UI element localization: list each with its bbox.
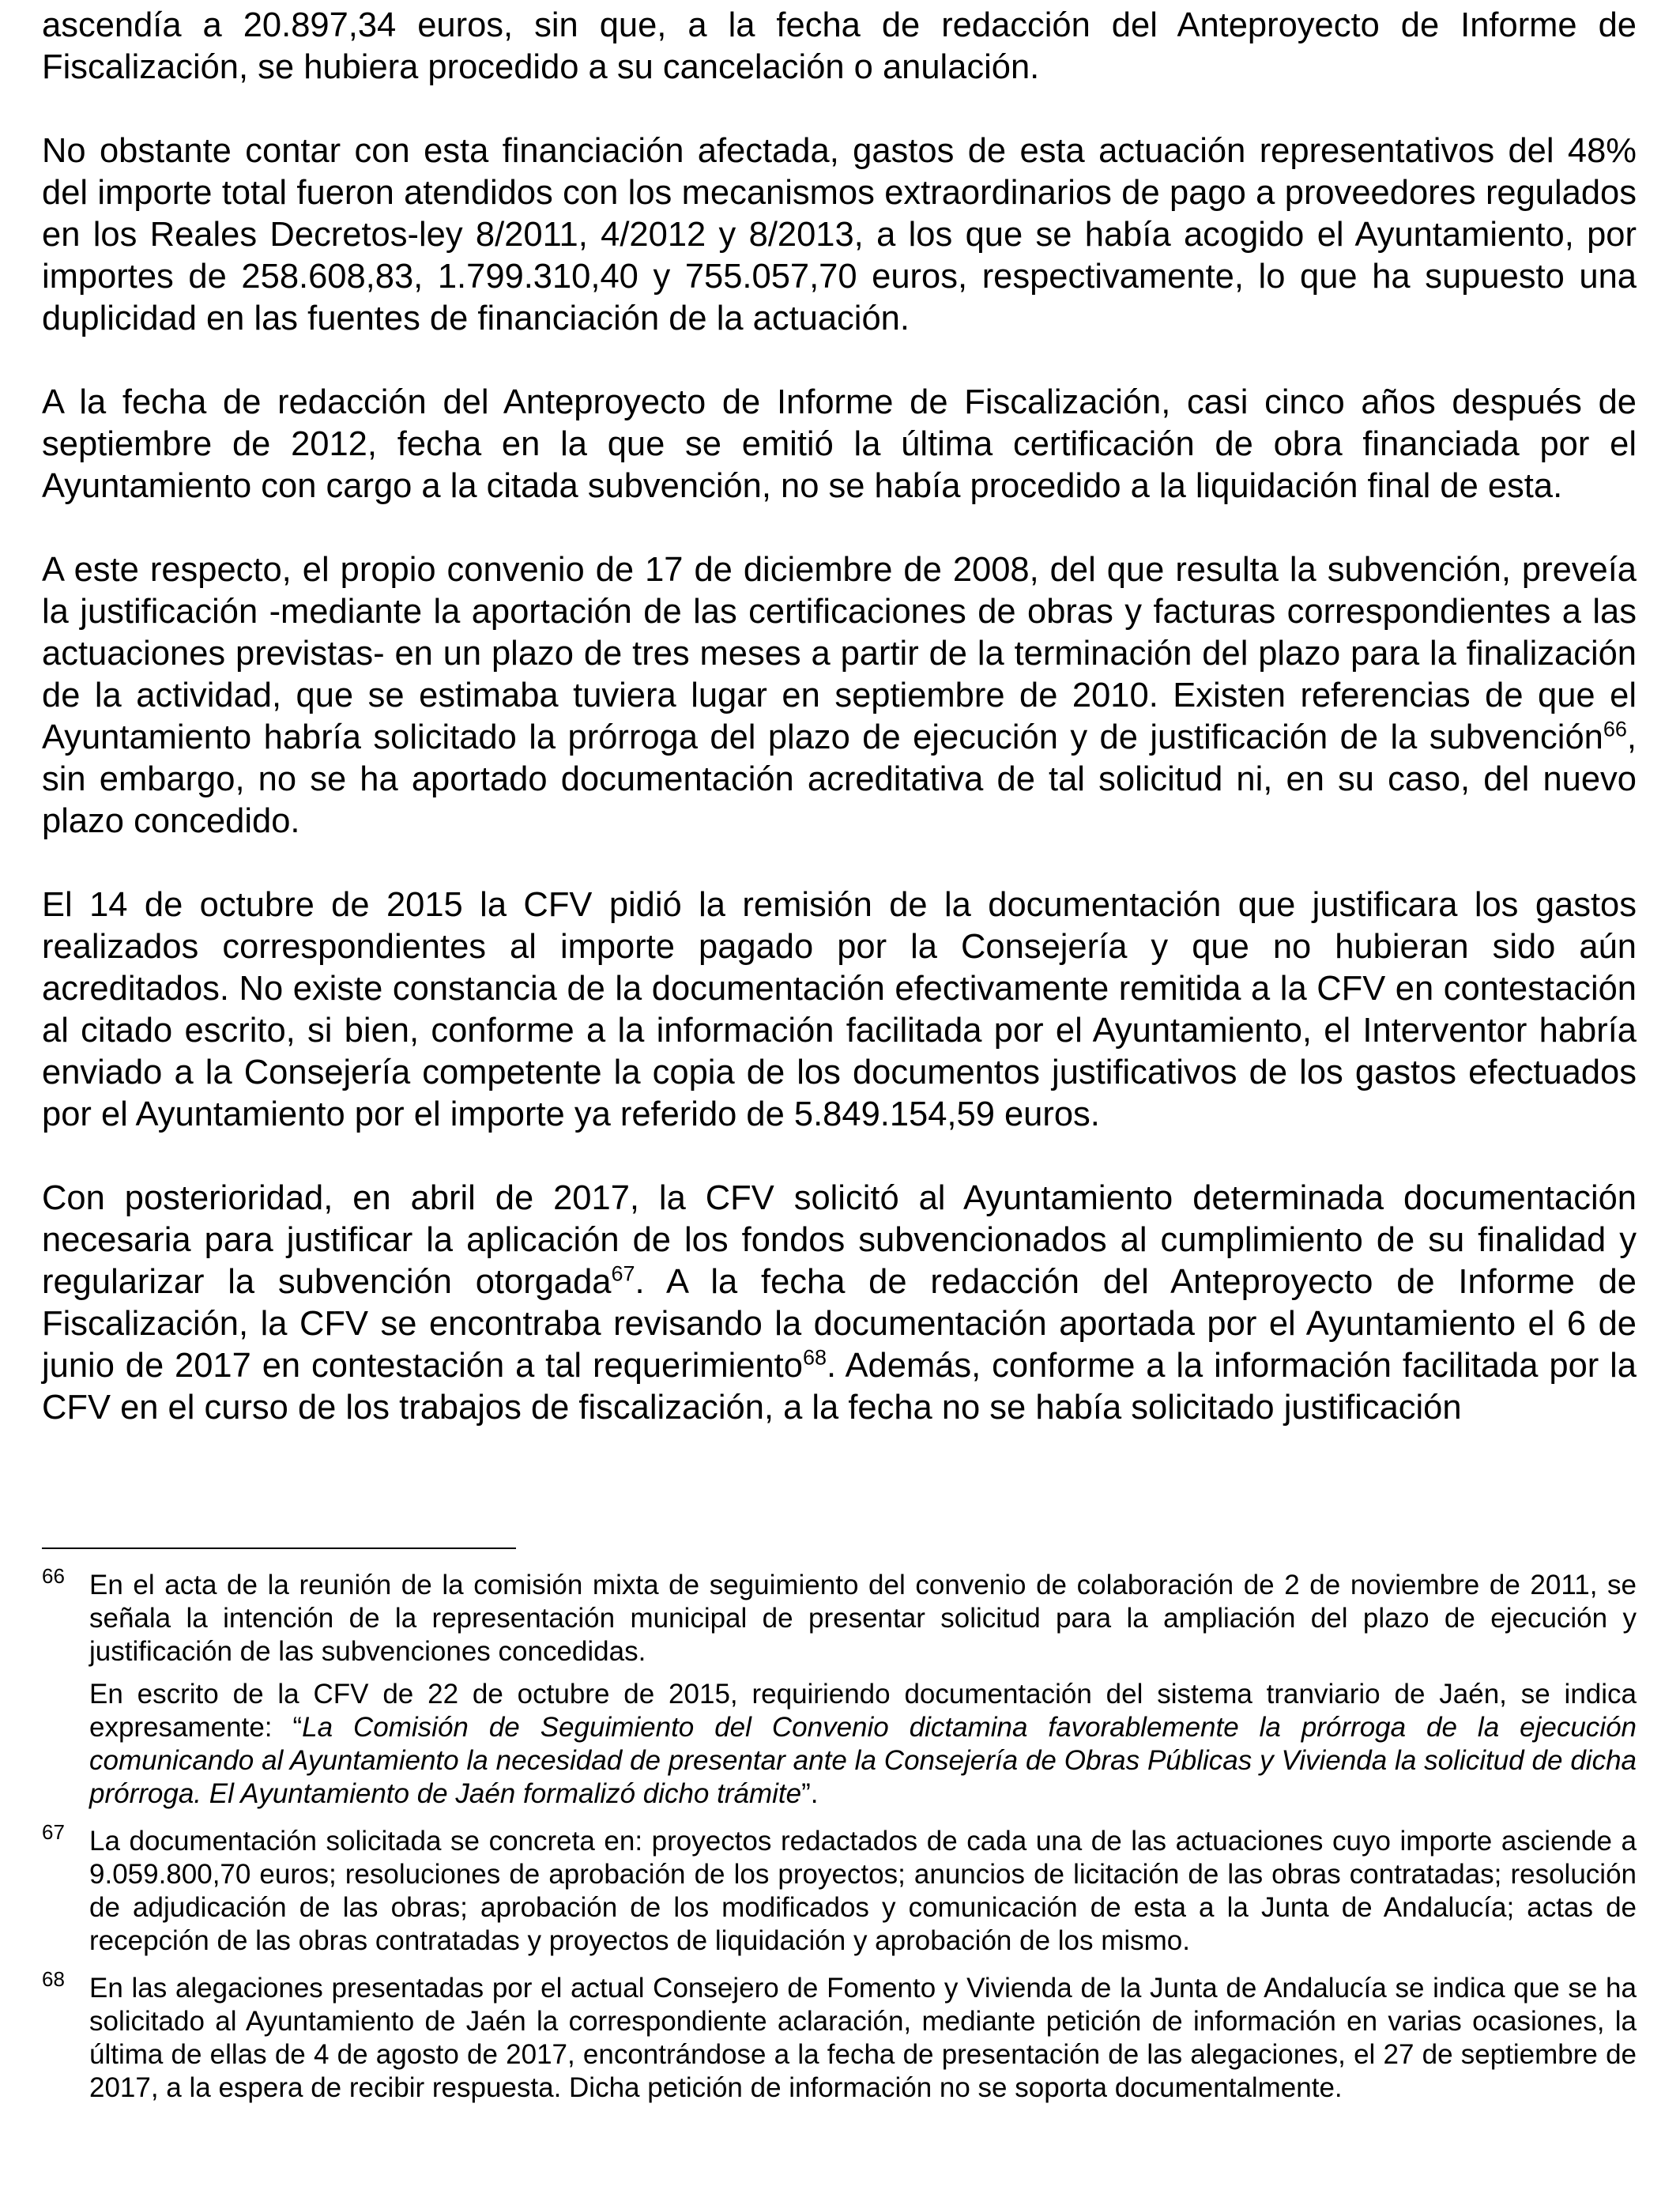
paragraph-6-text-c: . Además, conforme a la información facilitada por la CFV en el curso de los trabajos de fiscalización, a la fecha no se había solicitado justificación	[42, 1347, 1637, 1427]
footnote-67-text: La documentación solicitada se concreta en: proyectos redactados de cada una de las actuaciones cuyo importe asciende a 9.059.800,70 euros; resoluciones de aprobación de los proyectos; anuncios de licitación de las obras contratadas; resolución de adjudicación de las obras; aprobación de los modificados y comunicación de esta a la Junta de Andalucía; actas de recepción de las obras contratadas y proyectos de liquidación y aprobación de los mismo.	[89, 1826, 1637, 1956]
footnote-ref-66[interactable]: 66	[1603, 717, 1627, 741]
paragraph-2: No obstante contar con esta financiación afectada, gastos de esta actuación representativos del 48% del importe total fueron atendidos con los mecanismos extraordinarios de pago a proveedores regulados en los Reales Decretos-ley 8/2011, 4/2012 y 8/2013, a los que se había acogido el Ayuntamiento, por importes de 258.608,83, 1.799.310,40 y 755.057,70 euros, respectivamente, lo que ha supuesto una duplicidad en las fuentes de financiación de la actuación.	[42, 132, 1637, 337]
footnote-66-quote-end: ”.	[801, 1778, 819, 1809]
footnote-ref-68[interactable]: 68	[802, 1345, 827, 1370]
footnote-68	[42, 1967, 1637, 2105]
footnotes	[42, 1564, 1637, 2119]
footnote-68-text: En las alegaciones presentadas por el actual Consejero de Fomento y Vivienda de la Junta de Andalucía se indica que se ha solicitado al Ayuntamiento de Jaén la correspondiente aclaración, mediante petición de información en varias ocasiones, la última de ellas de 4 de agosto de 2017, encontrándose a la fecha de presentación de las alegaciones, el 27 de septiembre de 2017, a la espera de recibir respuesta. Dicha petición de información no se soporta documentalmente.	[89, 1973, 1637, 2103]
paragraph-3: A la fecha de redacción del Anteproyecto de Informe de Fiscalización, casi cinco años después de septiembre de 2012, fecha en la que se emitió la última certificación de obra financiada por el Ayuntamiento con cargo a la citada subvención, no se había procedido a la liquidación final de esta.	[42, 383, 1637, 505]
footnote-number: 67	[42, 1820, 65, 1844]
footnote-66	[42, 1564, 1637, 1811]
footnote-66-text-1: En el acta de la reunión de la comisión mixta de seguimiento del convenio de colaboración de 2 de noviembre de 2011, se señala la intención de la representación municipal de presentar solicitud para la ampliación del plazo de ejecución y justificación de las subvenciones concedidas.	[89, 1570, 1637, 1667]
body-text	[42, 5, 1637, 1429]
footnote-number: 66	[42, 1564, 65, 1588]
paragraph-6-text-a: Con posterioridad, en abril de 2017, la CFV solicitó al Ayuntamiento determinada documentación necesaria para justificar la aplicación de los fondos subvencionados al cumplimiento de su finalidad y regularizar la subvención otorgada	[42, 1179, 1637, 1301]
paragraph-6-text-b: . A la fecha de redacción del Anteproyecto de Informe de Fiscalización, la CFV se encontraba revisando la documentación aportada por el Ayuntamiento el 6 de junio de 2017 en contestación a tal requerimiento	[42, 1263, 1637, 1385]
document-page	[42, 0, 1637, 1429]
footnote-separator	[42, 1547, 516, 1549]
footnote-ref-67[interactable]: 67	[611, 1261, 635, 1286]
paragraph-4	[42, 549, 1637, 843]
footnote-67	[42, 1820, 1637, 1958]
paragraph-5: El 14 de octubre de 2015 la CFV pidió la remisión de la documentación que justificara los gastos realizados correspondientes al importe pagado por la Consejería y que no hubieran sido aún acreditados. No existe constancia de la documentación efectivamente remitida a la CFV en contestación al citado escrito, si bien, conforme a la información facilitada por el Ayuntamiento, el Interventor habría enviado a la Consejería competente la copia de los documentos justificativos de los gastos efectuados por el Ayuntamiento por el importe ya referido de 5.849.154,59 euros.	[42, 886, 1637, 1133]
footnote-66-intro: En escrito de la CFV de 22 de octubre de 2015, requiriendo documentación del sistema tranviario de Jaén, se indica expresamente: “	[89, 1679, 1637, 1743]
footnote-number: 68	[42, 1967, 65, 1991]
paragraph-6	[42, 1178, 1637, 1429]
paragraph-4-text-b: , sin embargo, no se ha aportado documentación acreditativa de tal solicitud ni, en su caso, del nuevo plazo concedido.	[42, 718, 1637, 840]
footnote-66-quote: La Comisión de Seguimiento del Convenio dictamina favorablemente la prórroga de la ejecución comunicando al Ayuntamiento la necesidad de presentar ante la Consejería de Obras Públicas y Vivienda la solicitud de dicha prórroga. El Ayuntamiento de Jaén formalizó dicho trámite	[89, 1712, 1637, 1809]
paragraph-4-text-a: A este respecto, el propio convenio de 17 de diciembre de 2008, del que resulta la subvención, preveía la justificación -mediante la aportación de las certificaciones de obras y facturas correspondientes a las actuaciones previstas- en un plazo de tres meses a partir de la terminación del plazo para la finalización de la actividad, que se estimaba tuviera lugar en septiembre de 2010. Existen referencias de que el Ayuntamiento habría solicitado la prórroga del plazo de ejecución y de justificación de la subvención	[42, 551, 1637, 756]
paragraph-1: ascendía a 20.897,34 euros, sin que, a la fecha de redacción del Anteproyecto de Informe de Fiscalización, se hubiera procedido a su cancelación o anulación.	[42, 6, 1637, 86]
footnote-66-text-2	[89, 1678, 1637, 1811]
